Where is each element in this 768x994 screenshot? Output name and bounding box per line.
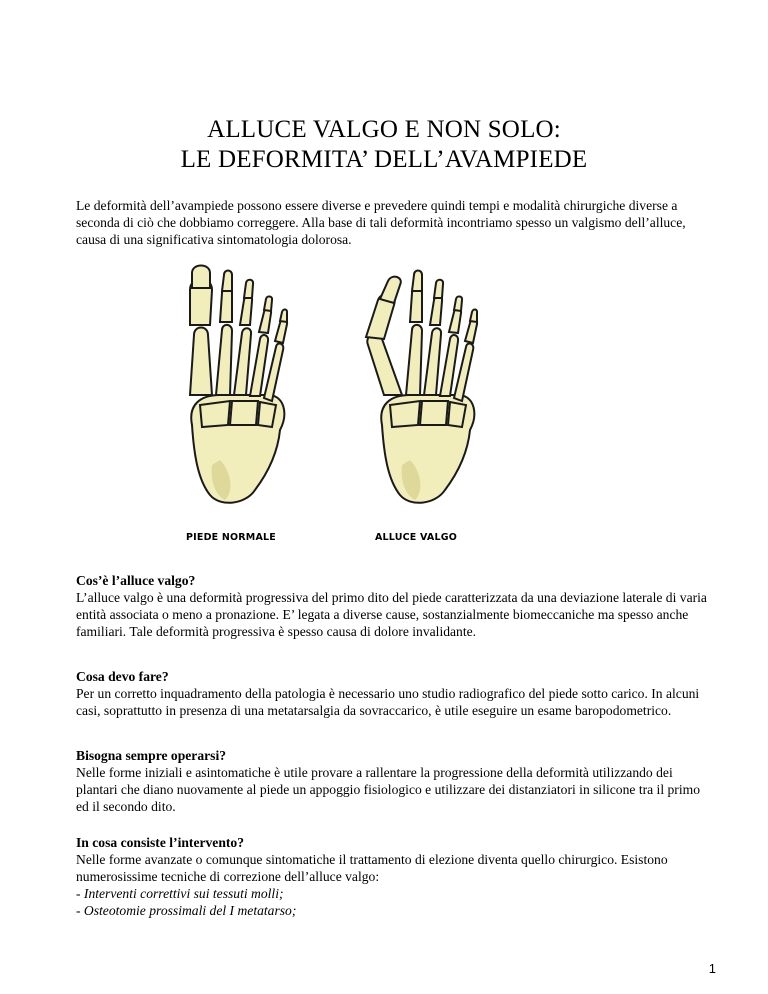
- section-intervention: [76, 834, 716, 919]
- caption-hallux-valgus: ALLUCE VALGO: [375, 532, 457, 543]
- foot-bones-illustration: [160, 255, 500, 515]
- foot-figure: [160, 255, 500, 515]
- section-body: Per un corretto inquadramento della patologia è necessario uno studio radiografico del piede sotto carico. In alcuni casi, soprattutto in presenza di una metatarsalgia da sovraccarico, è utile eseguire un esame baropodometrico.: [76, 686, 700, 718]
- list-item: - Osteotomie prossimali del I metatarso;: [76, 903, 297, 918]
- section-heading: Cos’è l’alluce valgo?: [76, 573, 196, 588]
- section-what-to-do: [76, 668, 716, 719]
- page-number: 1: [708, 961, 716, 976]
- intro-paragraph: Le deformità dell’avampiede possono essere diverse e prevedere quindi tempi e modalità chirurgiche diverse a seconda di ciò che dobbiamo correggere. Alla base di tali deformità incontriamo spesso un valgismo dell’alluce, causa di una significativa sintomatologia dolorosa.: [76, 198, 686, 247]
- section-body: L’alluce valgo è una deformità progressiva del primo dito del piede caratterizzata da una deviazione laterale di varia entità associata o meno a pronazione. E’ legata a diverse cause, sostanzialmente biomeccaniche ma spesso anche familiari. Tale deformità progressiva è spesso causa di dolore invalidante.: [76, 590, 707, 639]
- section-heading: Cosa devo fare?: [76, 669, 169, 684]
- title-line-1: ALLUCE VALGO E NON SOLO:: [207, 116, 561, 143]
- caption-normal-foot: PIEDE NORMALE: [186, 532, 276, 543]
- valgus-foot-bones: [366, 271, 477, 503]
- section-body: Nelle forme avanzate o comunque sintomatiche il trattamento di elezione diventa quello chirurgico. Esistono numerosissime tecniche di correzione dell’alluce valgo:: [76, 852, 668, 884]
- normal-foot-bones: [190, 266, 287, 503]
- document-title: [0, 115, 768, 175]
- section-what-is: [76, 572, 716, 640]
- section-surgery-needed: [76, 747, 716, 815]
- section-heading: In cosa consiste l’intervento?: [76, 835, 245, 850]
- list-item: - Interventi correttivi sui tessuti molli;: [76, 886, 284, 901]
- section-body: Nelle forme iniziali e asintomatiche è utile provare a rallentare la progressione della deformità utilizzando dei plantari che diano nuovamente al piede un appoggio fisiologico e utilizzare dei distanziatori in silicone tra il primo ed il secondo dito.: [76, 765, 700, 814]
- title-line-2: LE DEFORMITA’ DELL’AVAMPIEDE: [180, 146, 588, 173]
- section-heading: Bisogna sempre operarsi?: [76, 748, 227, 763]
